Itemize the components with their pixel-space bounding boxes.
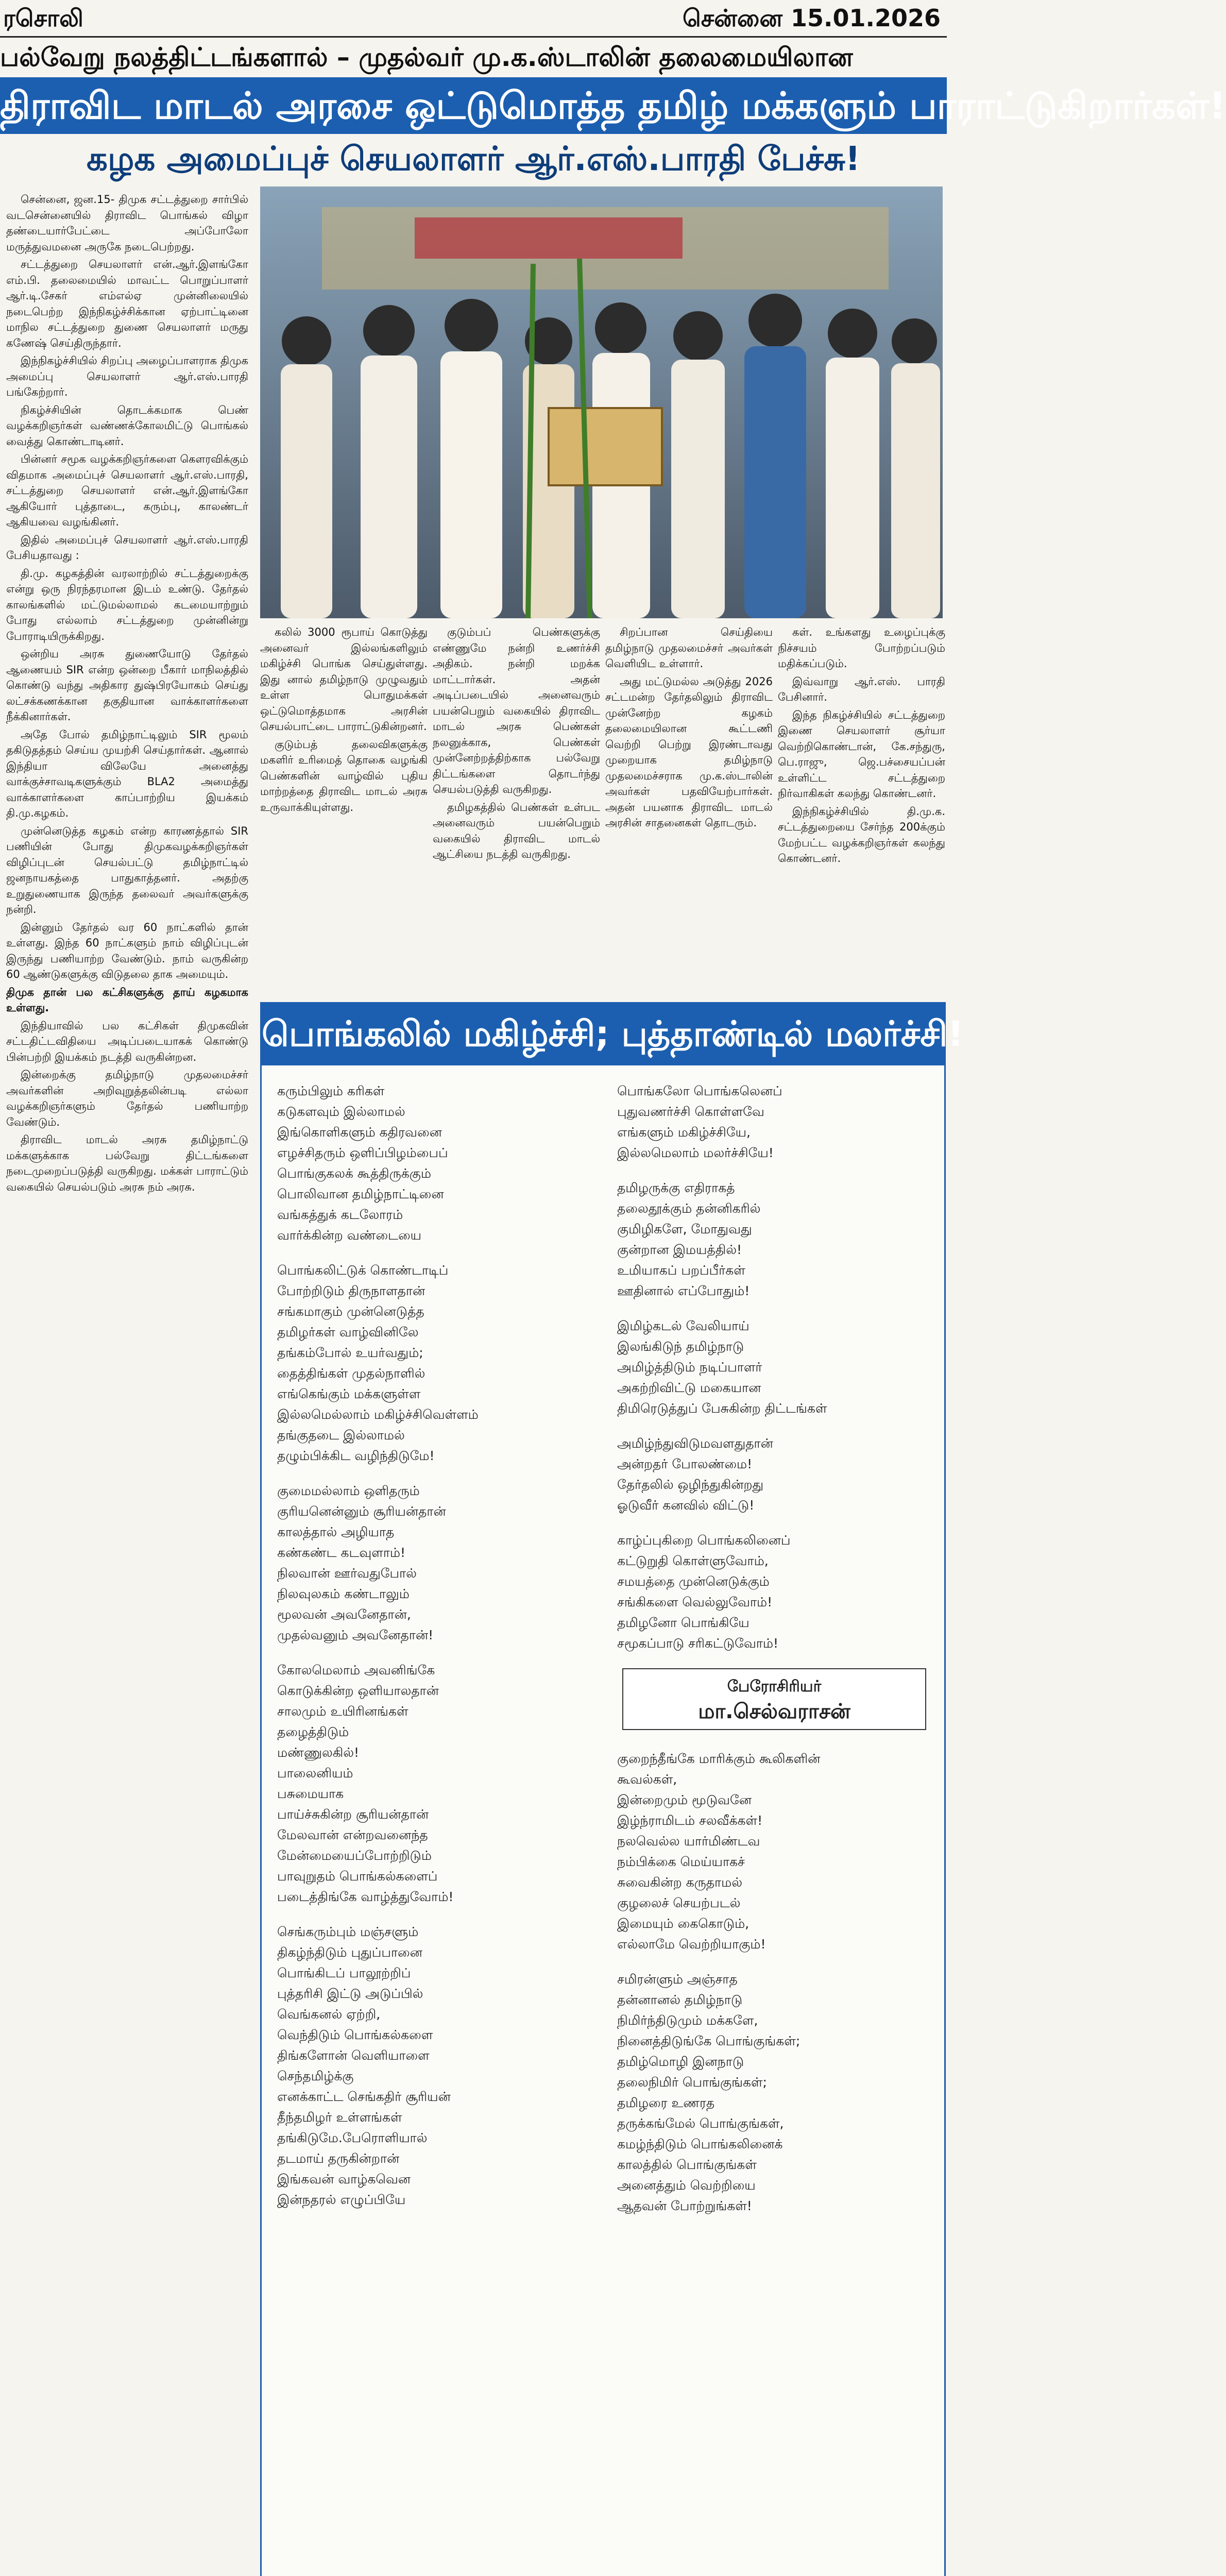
article-paragraph: அதே போல் தமிழ்நாட்டிலும் SIR மூலம் தகிடுதத்தம் செய்ய முயற்சி செய்தார்கள். ஆனால் இந்தியா விலேயே அனைத்து வாக்குச்சாவடிகளுக்கும் BLA2 அமைத்து வாக்காளர்களை காப்பாற்றிய இயக்கம் தி.மு.கழகம். [6,728,248,819]
poem-line: இங்கொளிகளும் கதிரவனை [277,1125,442,1140]
article-paragraph: இந்நிகழ்ச்சியில் சிறப்பு அழைப்பாளராக திமுக அமைப்பு செயலாளர் ஆர்.எஸ்.பாரதி பங்கேற்றார். [6,354,248,398]
article-paragraph: அது மட்டுமல்ல அடுத்து 2026 சட்டமன்ற தேர்தலிலும் திராவிட முன்னேற்ற கழகம் தலைமையிலான கூட்டணி வெற்றி பெற்று இரண்டாவது முறையாக தமிழ்நாடு முதலமைச்சராக மு.க.ஸ்டாலின் அவர்கள் பதவியேற்பார்கள். அதன் பயனாக திராவிட மாடல் அரசின் சாதனைகள் தொடரும். [605,675,773,829]
poem-line: மேலவான் என்றவனைந்த [277,1827,428,1842]
masthead [0,0,947,38]
poem-line: சாலமும் உயிரினங்கள் [277,1704,408,1719]
poem-line: கமழ்ந்திடும் பொங்கலினைக் [617,2137,783,2151]
poem-line: நம்பிக்கை மெய்யாகச் [617,1854,745,1869]
poem-line: குழலைச் செயற்படல் [617,1895,741,1910]
poem-line: குன்றான இமயத்தில்! [617,1242,742,1257]
poem-author-box [622,1668,926,1730]
poem-line: தமிழரை உணரத [617,2095,715,2110]
article-paragraph: திராவிட மாடல் அரசு தமிழ்நாட்டு மக்களுக்காக பல்வேறு திட்டங்களை நடைமுறைப்படுத்தி வருகிறது. மக்கள் பாராட்டும் வகையில் செயல்படும் அரசு நம் அரசு. [6,1133,248,1193]
article-column-5 [778,624,945,985]
article-paragraph: கள். உங்களது உழைப்புக்கு நிச்சயம் போற்றப்படும் மதிக்கப்படும். [778,626,945,670]
poem-line: திமிரெடுத்துப் பேசுகின்ற திட்டங்கள் [617,1401,827,1416]
poem-line: எங்களும் மகிழ்ச்சியே, [617,1125,751,1140]
article-paragraph: திமுக தான் பல கட்சிகளுக்கு தாய் கழகமாக உள்ளது. [6,986,248,1014]
poem-line: வங்கத்துக் கடலோரம் [277,1207,403,1222]
poem-stanza [277,1081,586,1246]
poem-line: எனக்காட்ட செங்கதிர் சூரியன் [277,2089,451,2104]
poem-stanza [617,1178,931,1301]
poem-line: காலத்தால் அழியாத [277,1524,395,1539]
author-role: பேரோசிரியர் [727,1677,822,1696]
headline-banner: திராவிட மாடல் அரசை ஒட்டுமொத்த தமிழ் மக்களும் பாராட்டுகிறார்கள்! [0,77,947,134]
poem-line: அமிழ்த்திடும் நடிப்பாளர் [617,1360,762,1375]
article-paragraph: முன்னெடுத்த கழகம் என்ற காரணத்தால் SIR பணியின் போது திமுகவழக்கறிஞர்கள் விழிப்புடன் செயல்பட்டு தமிழ்நாட்டில் ஜனநாயகத்தை பாதுகாத்தனர். அதற்கு உறுதுணையாக இருந்த தலைவர் அவர்களுக்கு நன்றி. [6,824,248,916]
article-paragraph: சென்னை, ஜன.15- திமுக சட்டத்துறை சார்பில் வடசென்னையில் திராவிட பொங்கல் விழா தண்டையார்பேட்டை அப்போலோ மருத்துவமனை அருகே நடைபெற்றது. [6,193,248,253]
poem-line: ஓடுவீர் கனவில் விட்டு! [617,1498,755,1513]
poem-box [260,1002,964,2576]
poem-line: குமைமல்லாம் ஒளிதரும் [277,1483,420,1498]
poem-line: குமிழிகளே, மோதுவது [617,1222,752,1236]
poem-right-column [617,1081,931,2231]
poem-line: பொங்கலோ பொங்கலெனப் [617,1083,782,1098]
poem-line: வெந்திடும் பொங்கல்களை [277,2027,433,2042]
poem-line: கட்டுறுதி கொள்ளுவோம், [617,1553,769,1568]
article-paragraph: இந்த நிகழ்ச்சியில் சட்டத்துறை இணை செயலாளர் சூர்யா வெற்றிகொண்டான், கே.சந்துரு, பெ.ராஜு, ஜெ.பச்சையப்பன் உள்ளிட்ட சட்டத்துறை நிர்வாகிகள் கலந்து கொண்டனர். [778,708,945,800]
article-paragraph: சட்டத்துறை செயலாளர் என்.ஆர்.இளங்கோ எம்.பி. தலைமையில் மாவட்ட பொறுப்பாளர் ஆர்.டி.சேகர் எம்எல்ஏ முன்னிலையில் நடைபெற்ற இந்நிகழ்ச்சிக்கான ஏற்பாட்டினை மாநில சட்டத்துறை துணை செயலாளர் மருது கணேஷ் செய்திருந்தார். [6,258,248,349]
article-paragraph: குடும்பத் தலைவிகளுக்கு மகளிர் உரிமைத் தொகை வழங்கி பெண்களின் வாழ்வில் புதிய மாற்றத்தை திராவிட மாடல் அரசு உருவாக்கியுள்ளது. [260,738,428,814]
poem-line: இன்நதரல் எழுப்பியே [277,2192,406,2207]
poem-line: தலைதூக்கும் தன்னிகரில் [617,1201,761,1216]
poem-line: சமிரன்ளும் அஞ்சாத [617,1972,738,1987]
article-column-3 [433,624,600,985]
article-column-2 [260,624,428,985]
article-paragraph: குடும்பப் பெண்களுக்கு எண்ணுமே நன்றி உணர்ச்சி அதிகம். நன்றி மறக்க மாட்டார்கள். அதன் அடிப்படையில் அனைவரும் பயன்பெறும் வகையில் திராவிட மாடல் அரசு பெண்கள் நலனுக்காக, பெண்கள் முன்னேற்றத்திற்காக பல்வேறு திட்டங்களை தொடர்ந்து செயல்படுத்தி வருகிறது. [433,626,600,795]
article-paragraph: ஒன்றிய அரசு துணையோடு தேர்தல் ஆணையம் SIR என்ற ஒன்றை பீகார் மாநிலத்தில் கொண்டு வந்து அதிகார துஷ்பிரயோகம் செய்து லட்சக்கணக்கான தகுதியான வாக்காளர்களை நீக்கினார்கள். [6,648,248,723]
poem-line: நிலவுலகம் கண்டாலும் [277,1586,410,1601]
poem-line: காலத்தில் பொங்குங்கள் [617,2157,757,2172]
poem-line: தழும்பிக்கிட வழிந்திடுமே! [277,1448,435,1463]
poem-line: தேர்தலில் ஒழிந்துகின்றது [617,1477,764,1492]
poem-line: இங்கவன் வாழ்கவென [277,2172,411,2187]
poem-line: தங்குதடை இல்லாமல் [277,1428,405,1443]
poem-line: தமிழனோ பொங்கியே [617,1615,750,1630]
author-name: மா.செல்வராசன் [698,1700,850,1723]
poem-line: கோலமெலாம் அவனிங்கே [277,1663,435,1677]
poem-line: அன்றதர் போலண்மை! [617,1456,753,1471]
poem-line: கடுகளவும் இல்லாமல் [277,1104,405,1119]
poem-stanza [617,1530,931,1654]
poem-line: அகற்றிவிட்டு மகையான [617,1380,761,1395]
poem-line: தழைத்திடும் [277,1724,349,1739]
article-paragraph: கலில் 3000 ரூபாய் கொடுத்து அனைவர் இல்லங்களிலும் மகிழ்ச்சி பொங்க செய்துள்ளது. இது னால் தமிழ்நாடு முழுவதும் உள்ள பொதுமக்கள் ஒட்டுமொத்தமாக அரசின் செயல்பாட்டை பாராட்டுகின்றனர். [260,626,428,733]
poem-line: சமயத்தை முன்னெடுக்கும் [617,1574,770,1589]
poem-line: திகழ்ந்திடும் புதுப்பானை [277,1945,422,1960]
poem-line: படைத்திங்கே வாழ்த்துவோம்! [277,1889,454,1904]
poem-line: இல்லமெல்லாம் மகிழ்ச்சிவெள்ளம் [277,1407,479,1422]
poem-line: திங்களோன் வெளியாளை [277,2048,430,2063]
poem-line: புத்தரிசி இட்டு அடுப்பில் [277,1986,423,2001]
poem-line: புதுவணர்ச்சி கொள்ளவே [617,1104,764,1119]
article-paragraph: தி.மு. கழகத்தின் வரலாற்றில் சட்டத்துறைக்கு என்று ஒரு நிரந்தரமான இடம் உண்டு. தேர்தல் காலங்களில் மட்டுமல்லாமல் கடமையாற்றும் போது எல்லாம் சட்டத்துறை முன்னின்று போராடியிருக்கிறது. [6,567,248,642]
article-paragraph: இந்தியாவில் பல கட்சிகள் திமுகவின் சட்டதிட்டவிதியை அடிப்படையாகக் கொண்டு பின்பற்றி இயக்கம் நடத்தி வருகின்றன. [6,1019,248,1063]
poem-stanza [277,1260,586,1466]
poem-line: இமையும் கைகொடும், [617,1916,750,1931]
poem-line: காழ்ப்புகிறை பொங்கலினைப் [617,1533,791,1548]
poem-stanza [617,1749,931,1955]
poem-line: பொலிவான தமிழ்நாட்டினை [277,1187,444,1201]
article-paragraph: இன்னும் தேர்தல் வர 60 நாட்களில் தான் உள்ளது. இந்த 60 நாட்களும் நாம் விழிப்புடன் இருந்து பணியாற்ற வேண்டும். நாம் வருகின்ற 60 ஆண்டுகளுக்கு விடுதலை தாக அமையும். [6,921,248,980]
poem-line: தன்னானல் தமிழ்நாடு [617,1992,743,2007]
poem-stanza [617,1433,931,1516]
poem-line: வார்க்கின்ற வண்டையை [277,1228,422,1243]
article-column-1 [6,192,248,2576]
article-paragraph: தமிழகத்தில் பெண்கள் உள்பட அனைவரும் பயன்பெறும் வகையில் திராவிட மாடல் ஆட்சியை நடத்தி வருகிறது. [433,801,600,860]
poem-line: சுவைகின்ற கருதாமல் [617,1875,742,1890]
publication-name: ரசொலி [3,4,83,32]
poem-line: இமிழ்கடல் வேலியாய் [617,1318,750,1333]
poem-line: தமிழ்மொழி இனநாடு [617,2054,744,2069]
poem-line: இலங்கிடுந் தமிழ்நாடு [617,1339,744,1354]
poem-line: தருக்கங்மேல் பொங்குங்கள், [617,2116,784,2131]
poem-line: ஆதவன் போற்றுங்கள்! [617,2198,752,2213]
poem-stanza [277,1660,586,1907]
poem-line: குறைந்தீங்கே மாரிக்கும் கூலிகளின் [617,1751,821,1766]
article-paragraph: இதில் அமைப்புச் செயலாளர் ஆர்.எஸ்.பாரதி பேசியதாவது : [6,533,248,562]
article-paragraph: இன்றைக்கு தமிழ்நாடு முதலமைச்சர் அவர்களின் அறிவுறுத்தலின்படி எல்லா வழக்கறிஞர்களும் தேர்தல் பணியாற்ற வேண்டும். [6,1069,248,1128]
poem-line: சங்கிகளை வெல்லுவோம்! [617,1595,773,1609]
poem-line: பொங்கிடப் பாலூற்றிப் [277,1965,411,1980]
poem-line: எங்கெங்கும் மக்களுள்ள [277,1386,421,1401]
poem-line: பொங்குகலக் கூத்திருக்கும் [277,1166,431,1181]
poem-line: இன்றைமும் மூடுவனே [617,1792,752,1807]
poem-line: பாலைனியம் [277,1766,353,1781]
article-column-4 [605,624,773,985]
poem-line: தங்கிடுமே.பேரொளியால் [277,2130,428,2145]
poem-line: நிமிர்ந்திடுமும் மக்களே, [617,2013,758,2028]
kicker-line: பல்வேறு நலத்திட்டங்களால் – முதல்வர் மு.க.ஸ்டாலின் தலைமையிலான [0,42,853,72]
poem-line: குரியனென்னும் சூரியன்தான் [277,1504,446,1519]
poem-line: அமிழ்ந்துவிடுமவளதுதான் [617,1436,773,1451]
poem-line: இல்லமெலாம் மலர்ச்சியே! [617,1145,774,1160]
article-paragraph: நிகழ்ச்சியின் தொடக்கமாக பெண் வழக்கறிஞர்கள் வண்ணக்கோலமிட்டு பொங்கல் வைத்து கொண்டாடினர். [6,403,248,448]
poem-line: உமியாகப் பறப்பீர்கள் [617,1263,745,1278]
poem-line: தடமாய் தருகின்றான் [277,2151,400,2166]
article-paragraph: பின்னர் சமூக வழக்கறிஞர்களை கௌரவிக்கும் விதமாக அமைப்புச் செயலாளர் ஆர்.எஸ்.பாரதி, சட்டத்துறை செயலாளர் என்.ஆர்.இளங்கோ ஆகியோர் புத்தாடை, கரும்பு, காலண்டர் ஆகியவை வழங்கினர். [6,453,248,528]
poem-line: கண்கண்ட கடவுளாம்! [277,1545,406,1560]
poem-line: நலவெல்ல யார்மிண்டவ [617,1834,760,1849]
poem-line: மூலவன் அவனேதான், [277,1607,411,1622]
poem-line: போற்றிடும் திருநாளதான் [277,1283,425,1298]
poem-line: பொங்கலிட்டுக் கொண்டாடிப் [277,1263,449,1278]
article-paragraph: இவ்வாறு ஆர்.எஸ். பாரதி பேசினார். [778,675,945,703]
poem-line: தமிழருக்கு எதிராகத் [617,1180,735,1195]
poem-line: தலைநிமிர் பொங்குங்கள்; [617,2075,767,2090]
poem-line: தைத்திங்கள் முதல்நாளில் [277,1366,425,1381]
poem-line: பாவுறுதம் பொங்கல்களைப் [277,1869,438,1884]
sub-headline: கழக அமைப்புச் செயலாளர் ஆர்.எஸ்.பாரதி பேச்சு! [87,140,860,178]
poem-line: கொடுக்கின்ற ஒளியாலதான் [277,1683,439,1698]
poem-stanza [617,1969,931,2216]
poem-line: தங்கம்போல் உயர்வதும்; [277,1345,423,1360]
poem-line: முதல்வனும் அவனேதான்! [277,1628,434,1642]
poem-line: செந்தமிழ்க்கு [277,2069,354,2083]
event-photo [260,187,943,618]
poem-line: அனைத்தும் வெற்றியை [617,2178,756,2193]
poem-line: பாய்ச்சுகின்ற சூரியன்தான் [277,1807,429,1822]
poem-line: ஊதினால் எப்போதும்! [617,1283,750,1298]
poem-line: மண்ணுலகில்! [277,1745,360,1760]
poem-left-column [277,1081,586,2225]
poem-line: பசுமையாக [277,1786,344,1801]
poem-line: நினைத்திடுங்கே பொங்குங்கள்; [617,2033,801,2048]
poem-stanza [617,1081,931,1163]
poem-line: வெங்கனல் ஏற்றி, [277,2007,381,2022]
poem-line: செங்கரும்பும் மஞ்சளும் [277,1924,419,1939]
poem-line: இழ்ந்ராமிடம் சலவீக்கள்! [617,1813,763,1828]
poem-stanza [277,1481,586,1646]
poem-line: நிலவான் ஊர்வதுபோல் [277,1566,417,1581]
article-paragraph: இந்நிகழ்ச்சியில் தி.மு.க. சட்டத்துறையை சேர்ந்த 200க்கும் மேற்பட்ட வழக்கறிஞர்கள் கலந்து கொண்டனர். [778,805,945,865]
poem-line: கரும்பிலும் கரிகள் [277,1083,385,1098]
poem-line: சங்கமாகும் முன்னெடுத்த [277,1304,424,1319]
poem-line: சமூகப்பாடு சரிகட்டுவோம்! [617,1636,778,1651]
article-paragraph: சிறப்பான செய்தியை தமிழ்நாடு முதலமைச்சர் அவர்கள் வெளியிட உள்ளார். [605,626,773,670]
poem-line: கூவல்கள், [617,1772,677,1787]
dateline: சென்னை 15.01.2026 [682,4,941,32]
poem-title: பொங்கலில் மகிழ்ச்சி; புத்தாண்டில் மலர்ச்சி! [262,1004,944,1065]
poem-line: தமிழர்கள் வாழ்வினிலே [277,1325,419,1340]
poem-stanza [617,1316,931,1419]
poem-stanza [277,1922,586,2210]
poem-line: தீந்தமிழர் உள்ளங்கள் [277,2110,402,2125]
poem-line: எழச்சிதரும் ஒளிப்பிழம்பைப் [277,1145,448,1160]
poem-line: மேன்மையைப்போற்றிடும் [277,1848,432,1863]
poem-line: எல்லாமே வெற்றியாகும்! [617,1937,766,1952]
